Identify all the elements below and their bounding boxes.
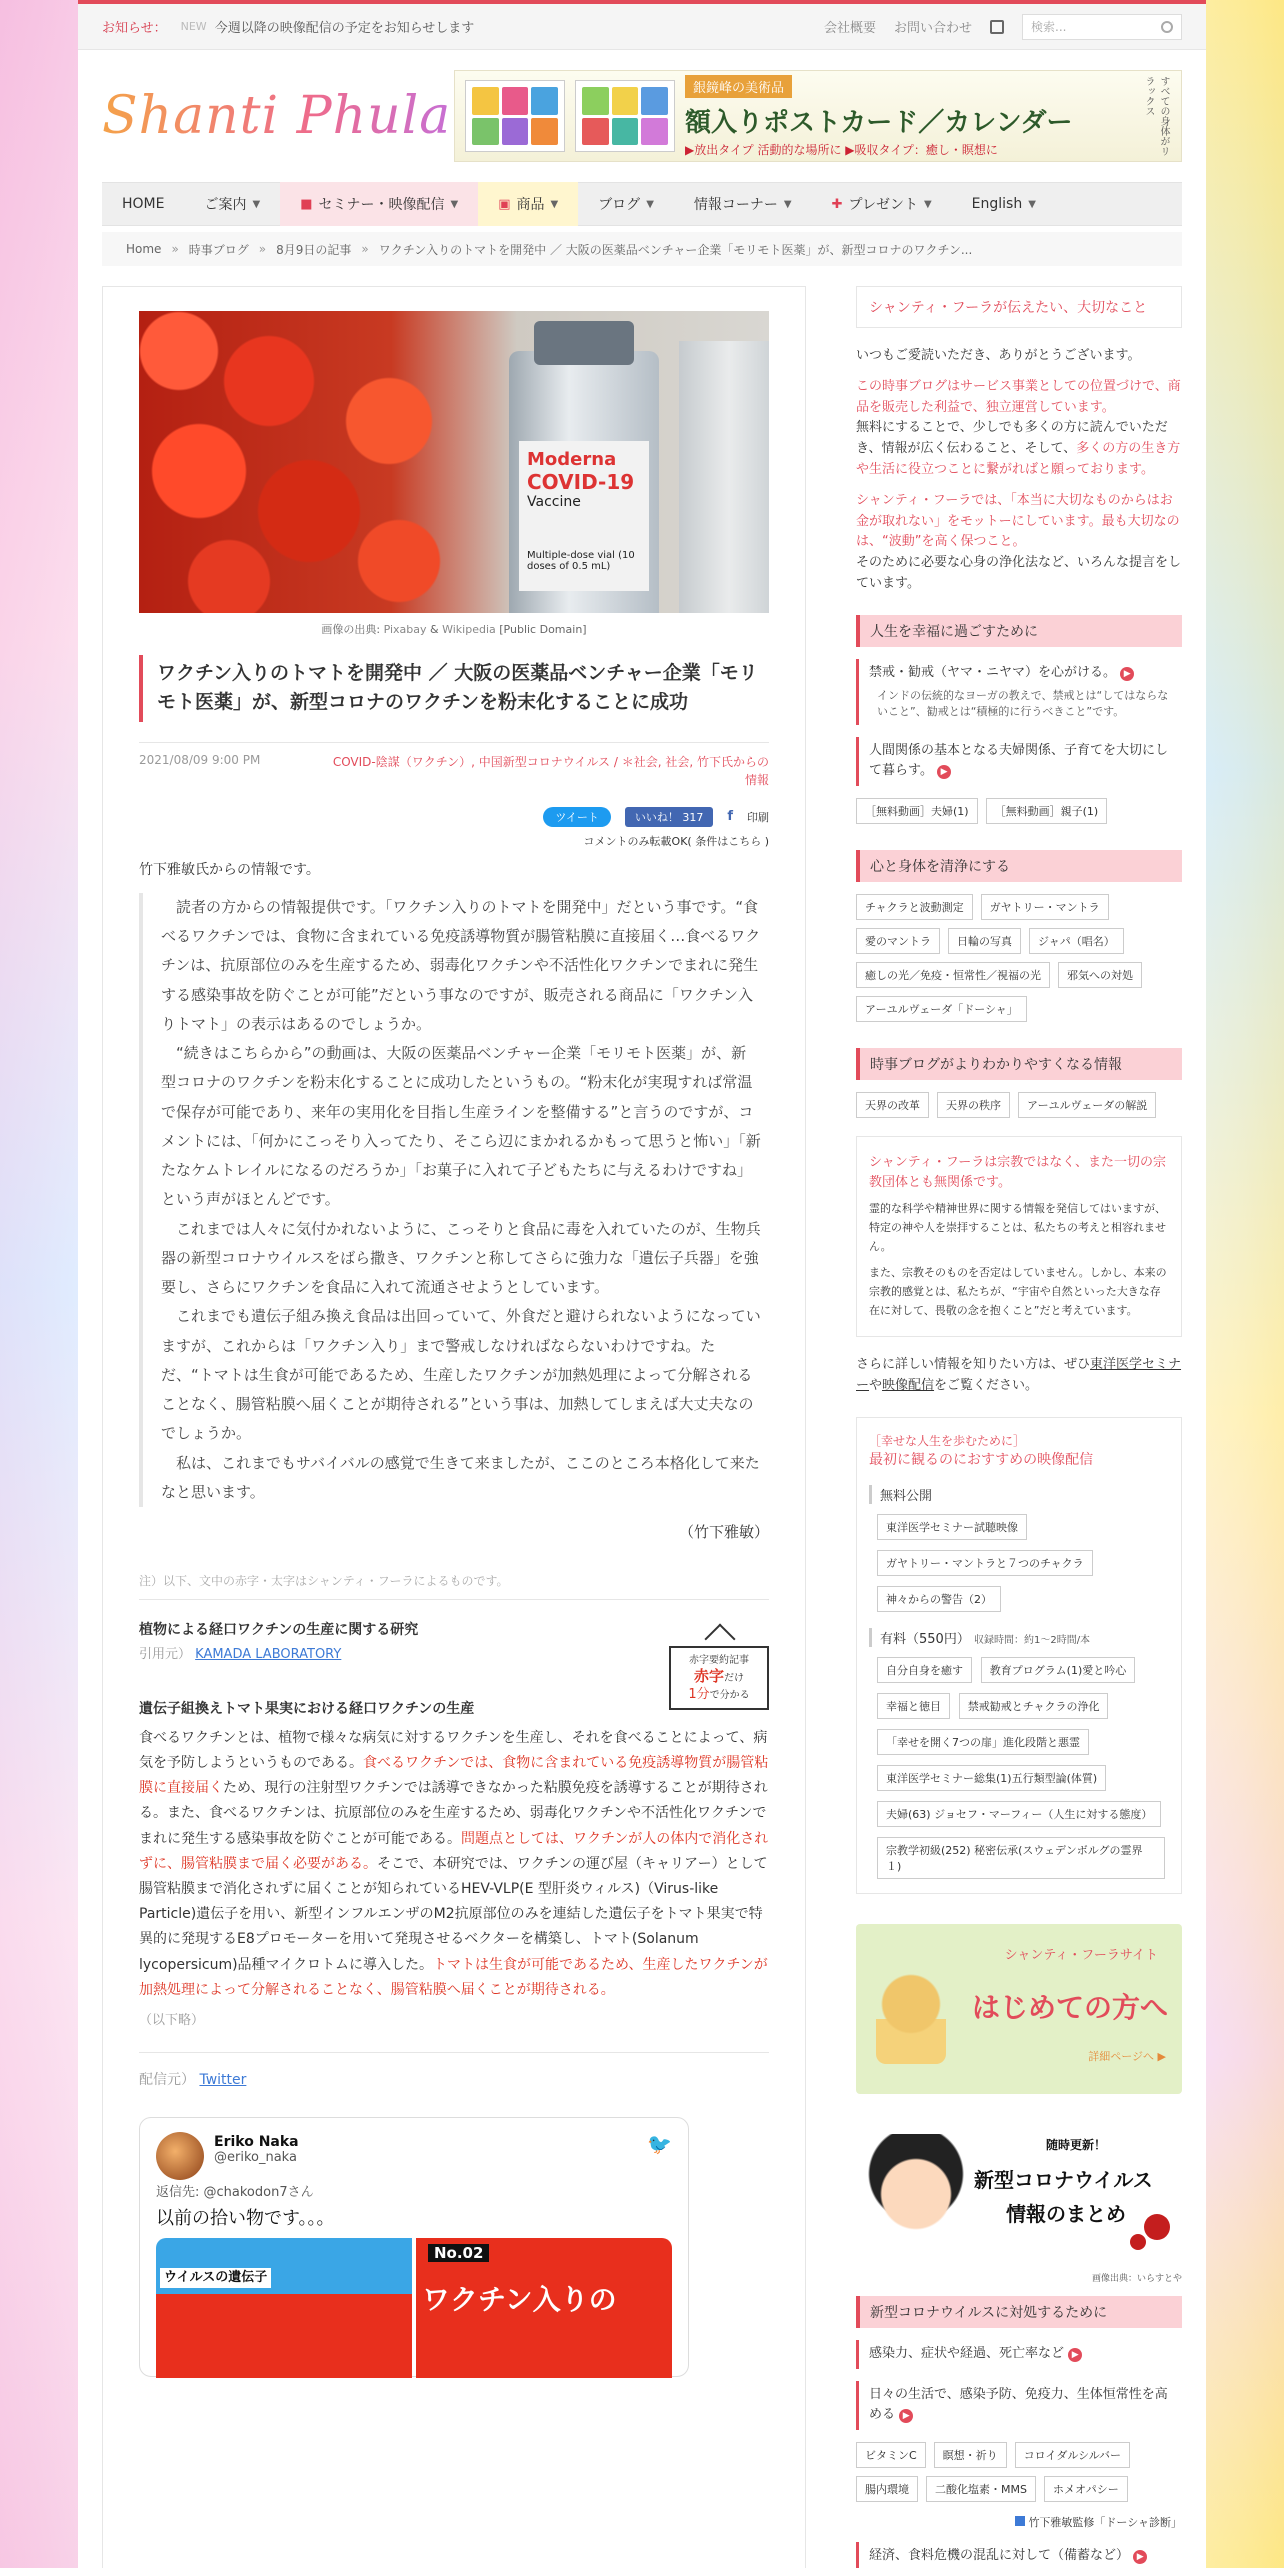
tag-link[interactable]: アーユルヴェーダの解説 [1018, 1092, 1156, 1118]
first-time-visitor-banner[interactable] [856, 1924, 1182, 2094]
header [78, 50, 1206, 182]
arrow-right-icon: ▶ [1120, 667, 1134, 681]
religion-notice-p2: また、宗教そのものを否定はしていません。しかし、本来の宗教的感覚とは、私たちが、“宇宙や自然といった大きな存在に対して、畏敬の念を抱くこと”だと考えています。 [869, 1266, 1167, 1317]
sidebar-item-infection[interactable] [856, 2340, 1182, 2369]
video-link[interactable]: 映像配信 [882, 1378, 935, 1394]
tag-link[interactable]: アーユルヴェーダ「ドーシャ」 [856, 996, 1027, 1022]
video-link-item[interactable]: 東洋医学セミナー総集(1)五行類型論(体質) [877, 1765, 1106, 1791]
tag-link[interactable]: 天界の改革 [856, 1092, 929, 1118]
banner-headline: 額入りポストカード／カレンダー [685, 107, 1073, 138]
nav-guide[interactable] [184, 182, 280, 226]
commentary-paragraph: “続きはこちらから”の動画は、大阪の医薬品ベンチャー企業「モリモト医薬」が、新型コロナのワクチンを粉末化することに成功したというもの。“粉末化が実現すれば常温で保存が可能であり、来年の実用化を目指し生産ラインを整備する”と言うのですが、コメントには、「何かにこっそり入ってたり、そこら辺にまかれるかもって思うと怖い」「新たなケムトレイルになるのだろうか」「お菓子に入れて子どもたちに与えるわけですね」という声がほとんどです。 [161, 1044, 761, 1209]
sidebar [856, 286, 1182, 2568]
video-link-item[interactable]: 東洋医学セミナー試聴映像 [877, 1514, 1027, 1540]
sidebar-item-label: 感染力、症状や経過、死亡率など [869, 2345, 1065, 2361]
nav-products[interactable] [478, 182, 578, 226]
tag-list [856, 2442, 1182, 2502]
more-info-a: さらに詳しい情報を知りたい方は、ぜひ [856, 1357, 1091, 1373]
breadcrumb-current: ワクチン入りのトマトを開発中 ／ 大阪の医薬品ベンチャー企業「モリモト医薬」が、新型コロナのワクチン... [378, 242, 973, 257]
banner-card-1 [465, 80, 565, 152]
banner-text [685, 75, 1125, 158]
nav-info[interactable] [674, 182, 812, 226]
search-input[interactable] [1022, 14, 1182, 40]
breadcrumb [102, 232, 1182, 266]
tag-link[interactable]: 腸内環境 [856, 2476, 918, 2502]
sidebar-item-label: 日々の生活で、感染予防、免疫力、生体恒常性を高める [869, 2386, 1168, 2423]
tag-list [856, 798, 1182, 824]
ref2-red-3: トマトは生食が可能であるため、生産したワクチンが加熱処理によって分解されることなく、腸管粘膜へ届くことが期待される。 [139, 1956, 768, 1998]
virus-icon [1144, 2214, 1170, 2240]
tweet-text: 以前の拾い物です。。。 [156, 2208, 335, 2230]
tag-link[interactable]: ガヤトリー・マントラ [981, 894, 1109, 920]
vial-label-name: COVID-19 [527, 470, 635, 494]
tag-link[interactable]: 邪気への対処 [1058, 962, 1142, 988]
like-button[interactable]: いいね！ 317 [625, 807, 714, 827]
video-link-item[interactable]: 自分自身を癒す [877, 1657, 972, 1683]
recommended-videos-box [856, 1417, 1182, 1894]
vial-image-back [679, 341, 769, 613]
breadcrumb-date[interactable]: 8月9日の記事 [276, 242, 352, 257]
paid-heading-note: 収録時間：約1〜2時間/本 [973, 1634, 1091, 1646]
tweet-image-2[interactable] [416, 2238, 672, 2378]
chevron-down-icon: ▼ [252, 198, 261, 210]
free-video-list [877, 1504, 1169, 1612]
vial-label-dose: Multiple-dose vial (10 doses of 0.5 mL) [527, 550, 635, 572]
hero-image [139, 311, 769, 613]
ref1-title: 植物による経口ワクチンの生産に関する研究 [139, 1622, 419, 1639]
sign-line-1: 赤字要約記事 [689, 1655, 749, 1667]
sidebar-intro-p3a: 無料にすることで、少しでも多くの方に読んでいただき、情報が広く伝わること、そして、 [856, 420, 1168, 457]
arrow-right-icon: ▶ [899, 2409, 913, 2423]
nav-label: 情報コーナー [693, 197, 778, 213]
promo-heading: はじめての方へ [971, 1990, 1168, 2024]
post-categories[interactable]: COVID-陰謀（ワクチン）, 中国新型コロナウイルス / ＊社会, 社会, 竹下氏からの情報 [332, 754, 769, 787]
kamada-lab-link[interactable]: KAMADA LABORATORY [195, 1647, 342, 1663]
sign-red: 赤字 [693, 1667, 724, 1686]
arrow-right-icon: ▶ [1068, 2348, 1082, 2362]
corona-image-source: 画像出典：いらすとや [1091, 2273, 1182, 2284]
sidebar-section-understanding: 時事ブログがよりわかりやすくなる情報 [856, 1048, 1182, 1080]
tag-link[interactable]: 日輪の写真 [948, 928, 1021, 954]
tag-link[interactable]: 二酸化塩素・MMS [926, 2476, 1036, 2502]
religion-notice-p1: 霊的な科学や精神世界に関する情報を発信してはいますが、特定の神や人を崇拝することは、私たちの考えと相容れません。 [869, 1202, 1166, 1253]
tweet-handle[interactable]: @eriko_naka [214, 2150, 297, 2166]
nav-present[interactable] [812, 182, 952, 226]
video-link-item[interactable]: 宗教学初級(252) 秘密伝承(スウェデンボルグの霊界１) [877, 1837, 1165, 1879]
ref2-text-3: そこで、本研究では、ワクチンの運び屋（キャリアー）として腸管粘膜まで消化されずに届くことが知られているHEV-VLP(E 型肝炎ウィルス)（Virus-like Particle)遺伝子を用い、新型インフルエンザのM2抗原部位のみを連結した遺伝子をトマト果実で特異的に発現するE8プロモーターを用いて発現させるベクターを構築し、トマト(Solanum lycopersicum)品種マイクロトムに導入した。 [139, 1855, 768, 1973]
more-info-b: や [869, 1378, 883, 1394]
chevron-down-icon: ▼ [450, 198, 459, 210]
notice-link[interactable]: 今週以降の映像配信の予定をお知らせします [214, 21, 475, 36]
header-banner[interactable] [454, 70, 1182, 162]
twitter-link[interactable]: Twitter [199, 2072, 247, 2089]
embedded-tweet[interactable] [139, 2117, 689, 2377]
chevron-down-icon: ▼ [550, 198, 559, 210]
top-bar [78, 4, 1206, 50]
dosha-link[interactable] [856, 2514, 1182, 2530]
sign-minute: 1分 [688, 1686, 710, 1702]
chevron-down-icon: ▼ [923, 198, 932, 210]
recommended-kicker: ［幸せな人生を歩むために］ [869, 1433, 1026, 1448]
tweet-button[interactable]: ツイート [543, 807, 610, 827]
nav-english[interactable] [952, 182, 1056, 226]
site-logo[interactable]: Shanti Phula [102, 86, 452, 146]
banner-card-2 [575, 80, 675, 152]
commentary-paragraph: これまでは人々に気付かれないように、こっそりと食品に毒を入れていたのが、生物兵器の新型コロナウイルスをばら撒き、ワクチンと称してさらに強力な「遺伝子兵器」を強要し、さらにワクチンを食品に入れて流通させようとしています。 [161, 1219, 761, 1297]
nav-home[interactable] [102, 182, 184, 226]
sidebar-item-label: 経済、食料危機の混乱に対して（備蓄など） [869, 2548, 1130, 2564]
sidebar-item-relationships[interactable] [856, 737, 1182, 787]
nav-label: セミナー・映像配信 [318, 197, 445, 213]
tag-link[interactable]: 瞑想・祈り [934, 2442, 1007, 2468]
sidebar-item-yama-niyama[interactable] [856, 659, 1182, 725]
tag-link[interactable]: ホメオパシー [1044, 2476, 1128, 2502]
video-icon: ■ [300, 196, 313, 212]
decorative-right-gradient [1206, 0, 1284, 2568]
tweet-image-1-label: ウイルスの遺伝子 [160, 2268, 271, 2288]
new-badge: NEW [180, 20, 207, 33]
breadcrumb-separator: » [171, 242, 179, 256]
breadcrumb-home[interactable]: Home [126, 242, 162, 256]
sidebar-intro-p2: この時事ブログはサービス事業としての位置づけで、商品を販売した利益で、独立運営しています。 [856, 378, 1181, 415]
sidebar-intro-p1: いつもご愛読いただき、ありがとうございます。 [856, 348, 1141, 363]
tag-list [856, 894, 1182, 1022]
bear-illustration [876, 1974, 946, 2064]
ref2-body [139, 1726, 769, 2003]
source-line [139, 2052, 769, 2089]
video-link-item[interactable]: 夫婦(63) ジョセフ・マーフィー（人生に対する態度） [877, 1801, 1161, 1827]
decorative-left-gradient [0, 0, 78, 2568]
commentary-block [139, 893, 769, 1507]
sidebar-section-corona: 新型コロナウイルスに対処するために [856, 2296, 1182, 2328]
company-link[interactable]: 会社概要 [823, 21, 876, 36]
tag-link[interactable]: 愛のマントラ [856, 928, 940, 954]
promo-brand: シャンティ・フーラサイト [1004, 1947, 1158, 1963]
sidebar-intro-p3b: 多くの方の生き方や生活に役立つことに繋がればと願っております。 [856, 441, 1181, 477]
references [139, 1618, 769, 2032]
tag-list [856, 1092, 1182, 1118]
sign-wakaru: で分かる [709, 1689, 750, 1701]
promo-link[interactable]: 詳細ページへ ▶ [1088, 2049, 1166, 2063]
tweet-author [214, 2132, 672, 2165]
omission-note: （以下略） [139, 2012, 205, 2028]
credit-wikipedia-link[interactable]: Wikipedia [442, 623, 496, 636]
recommended-title: 最初に観るのにおすすめの映像配信 [869, 1451, 1094, 1468]
page [78, 0, 1206, 2568]
top-bar-right [824, 14, 1182, 40]
commentary-paragraph: 私は、これまでもサバイバルの感覚で生きて来ましたが、ここのところ本格化して来たなと思います。 [161, 1453, 760, 1501]
nav-seminar[interactable] [280, 182, 478, 226]
post-date: 2021/08/09 9:00 PM [139, 752, 261, 767]
tag-link[interactable]: ビタミンC [856, 2442, 926, 2468]
arrow-right-icon: ▶ [1133, 2550, 1147, 2564]
chevron-down-icon: ▼ [646, 198, 654, 210]
free-heading: 無料公開 [869, 1485, 1169, 1504]
video-link-item[interactable]: 教育プログラム(1)愛と吟心 [981, 1657, 1135, 1683]
sidebar-item-prevention[interactable] [856, 2381, 1182, 2431]
tag-link[interactable]: コロイダルシルバー [1015, 2442, 1130, 2468]
vial-label [519, 441, 649, 591]
chevron-down-icon: ▼ [783, 198, 792, 210]
post-title: ワクチン入りのトマトを開発中 ／ 大阪の医薬品ベンチャー企業「モリモト医薬」が、新型コロナのワクチンを粉末化することに成功 [139, 655, 769, 722]
tag-link[interactable]: 天界の秩序 [937, 1092, 1010, 1118]
video-link-item[interactable]: 「幸せを開く7つの扉」進化段階と悪霊 [877, 1729, 1089, 1755]
tweet-image-1[interactable] [156, 2238, 412, 2378]
tweet-images [156, 2238, 672, 2378]
breadcrumb-separator: » [361, 242, 369, 256]
sidebar-intro-p5: そのために必要な心身の浄化法など、いろんな提言をしています。 [856, 555, 1182, 591]
sidebar-item-note: インドの伝統的なヨーガの教えで、禁戒とは“してはならないこと”、勧戒とは“積極的に行うべきこと”です。 [877, 688, 1169, 719]
sidebar-intro-p3 [856, 418, 1182, 480]
editor-note: 注）以下、文中の赤字・太字はシャンティ・フーラによるものです。 [139, 1542, 769, 1600]
ref2-red-2: 問題点としては、ワクチンが人の体内で消化されずに、腸管粘膜まで届く必要がある。 [139, 1830, 769, 1872]
sidebar-intro-title: シャンティ・フーラが伝えたい、大切なこと [856, 286, 1182, 328]
corona-title-2: 情報のまとめ [1006, 2201, 1126, 2226]
notice-label: お知らせ： [102, 21, 167, 36]
cite-label: 引用元） [139, 1647, 192, 1663]
tweet-reply-to: 返信先: @chakodon7さん [156, 2185, 314, 2201]
vial-image [509, 351, 659, 613]
search-placeholder: 検索... [1031, 20, 1067, 34]
tag-link[interactable]: ［無料動画］夫婦(1) [856, 798, 978, 824]
repost-note[interactable]: コメントのみ転載OK( 条件はこちら ) [583, 834, 769, 848]
ref2-text-1: 食べるワクチンとは、植物で様々な病気に対するワクチンを生産し、それを食べることによって、病気を予防しようというものである。 [139, 1729, 768, 1772]
post-lead: 竹下雅敏氏からの情報です。 [139, 861, 320, 878]
play-icon [1015, 2516, 1025, 2526]
breadcrumb-separator: » [258, 242, 267, 256]
tweet-image-2-text: ワクチン入りの [422, 2283, 617, 2317]
tag-link[interactable]: チャクラと波動測定 [856, 894, 973, 920]
main-content [102, 286, 806, 2568]
facebook-icon[interactable]: f [727, 809, 733, 825]
religion-notice-box [856, 1136, 1182, 1337]
banner-tagline: 銀鏡峰の美術品 [685, 75, 792, 98]
video-link-item[interactable]: 神々からの警告（2） [877, 1586, 1001, 1612]
nav-blog[interactable] [578, 182, 674, 226]
cart-icon: ▣ [498, 196, 511, 212]
nav-label: ご案内 [204, 197, 247, 213]
paid-heading [869, 1628, 1169, 1647]
nav-label: ブログ [598, 197, 641, 213]
corona-update-label: 随時更新！ [1046, 2137, 1107, 2152]
banner-sub: ▶放出タイプ 活動的な場所に ▶吸収タイプ：癒し・瞑想に [685, 142, 998, 157]
video-link-item[interactable]: 禁戒勧戒とチャクラの浄化 [959, 1693, 1109, 1719]
more-info-c: をご覧ください。 [934, 1378, 1039, 1394]
contact-link[interactable]: お問い合わせ [893, 21, 972, 36]
share-bar [139, 807, 769, 827]
print-icon[interactable] [990, 20, 1004, 34]
video-link-item[interactable]: ガヤトリー・マントラと７つのチャクラ [877, 1550, 1093, 1576]
post-meta [139, 742, 769, 789]
vial-label-brand: Moderna [527, 449, 617, 470]
ref2-text-2: ため、現行の注射型ワクチンでは誘導できなかった粘膜免疫を誘導することが期待される。また、食べるワクチンは、抗原部位のみを生産するため、弱毒化ワクチンや不活性化ワクチンでまれに発生する感染事故を防ぐことが可能である。 [139, 1780, 768, 1847]
breadcrumb-blog[interactable]: 時事ブログ [188, 242, 249, 257]
arrow-right-icon: ▶ [937, 765, 951, 779]
credit-suffix: [Public Domain] [495, 623, 587, 636]
vial-label-type: Vaccine [527, 494, 581, 510]
banner-side-text: すべての身体がリラックス [1143, 76, 1169, 156]
credit-pixabay-link[interactable]: Pixabay [383, 623, 427, 636]
sidebar-item-label: 人間関係の基本となる夫婦関係、子育てを大切にして暮らす。 [869, 742, 1169, 779]
paid-heading-label: 有料（550円） [880, 1631, 970, 1647]
nav-label: HOME [122, 196, 165, 212]
search-icon[interactable] [1161, 21, 1173, 33]
chevron-down-icon: ▼ [1028, 198, 1036, 210]
nav-label: English [971, 196, 1023, 212]
main-nav [102, 182, 1182, 226]
paid-video-list [877, 1647, 1169, 1879]
credit-amp: & [426, 623, 443, 636]
credit-prefix: 画像の出典: [321, 623, 384, 636]
tweet-username[interactable]: Eriko Naka [214, 2134, 299, 2151]
dosha-label: 竹下雅敏監修「ドーシャ診断」 [1028, 2516, 1182, 2530]
seminar-link[interactable]: 東洋医学セミナー [856, 1357, 1182, 1394]
more-info [856, 1355, 1182, 1397]
twitter-bird-icon[interactable]: 🐦 [647, 2132, 672, 2157]
nav-label: プレゼント [848, 197, 918, 213]
ref2-red-1: 食べるワクチンでは、食物に含まれている免疫誘導物質が腸管粘膜に直接届く [139, 1755, 769, 1797]
sidebar-section-purify: 心と身体を清浄にする [856, 850, 1182, 882]
tag-link[interactable]: ［無料動画］親子(1) [986, 798, 1108, 824]
source-label: 配信元） [139, 2072, 195, 2089]
avatar[interactable] [156, 2132, 204, 2180]
corona-title-1: 新型コロナウイルス [974, 2167, 1153, 2192]
gift-icon: ✚ [831, 196, 843, 212]
vial-cap [534, 321, 634, 365]
print-button[interactable]: 印刷 [747, 810, 769, 824]
sidebar-intro-p4: シャンティ・フーラでは、「本当に大切なものからはお金が取れない」をモットーにしています。最も大切なのは、“波動”を高く保つこと。 [856, 492, 1180, 550]
sidebar-section-happiness: 人生を幸福に過ごすために [856, 615, 1182, 647]
image-credit [139, 621, 769, 637]
corona-summary-banner[interactable] [856, 2124, 1182, 2284]
nav-label: 商品 [516, 197, 545, 213]
tweet-image-2-number: No.02 [428, 2244, 489, 2262]
signature: （竹下雅敏） [678, 1523, 769, 1542]
ref2-title: 遺伝子組換えトマト果実における経口ワクチンの生産 [139, 1700, 475, 1717]
commentary-paragraph: 読者の方からの情報提供です。「ワクチン入りのトマトを開発中」だという事です。“食べるワクチンでは、食物に含まれている免疫誘導物質が腸管粘膜に直接届く…食べるワクチンは、抗原部位のみを生産するため、弱毒化ワクチンや不活性化ワクチンでまれに発生する感染事故を防ぐことが可能”だという事なのですが、販売される商品に「ワクチン入りトマト」の表示はあるのでしょうか。 [161, 897, 761, 1033]
virus-icon [1130, 2234, 1146, 2250]
sign-dake: だけ [724, 1673, 744, 1685]
tag-link[interactable]: ジャパ（唱名） [1029, 928, 1124, 954]
doctor-illustration [866, 2134, 966, 2244]
tag-link[interactable]: 癒しの光／免疫・恒常性／視福の光 [856, 962, 1050, 988]
video-link-item[interactable]: 幸福と徳目 [877, 1693, 950, 1719]
sidebar-item-label: 禁戒・勧戒（ヤマ・ニヤマ）を心がける。 [869, 664, 1117, 680]
summary-sign-icon [669, 1646, 769, 1710]
sidebar-item-economy[interactable] [856, 2542, 1182, 2568]
religion-notice-title: シャンティ・フーラは宗教ではなく、また一切の宗教団体とも無関係です。 [869, 1155, 1167, 1190]
commentary-paragraph: これまでも遺伝子組み換え食品は出回っていて、外食だと避けられないようになっていますが、これからは「ワクチン入り」まで警戒しなければならないわけですね。ただ、“トマトは生食が可能であるため、生産したワクチンが加熱処理によって分解されることなく、腸管粘膜へ届くことが期待される”という事は、加熱してしまえば大丈夫なのでしょうか。 [161, 1307, 761, 1443]
